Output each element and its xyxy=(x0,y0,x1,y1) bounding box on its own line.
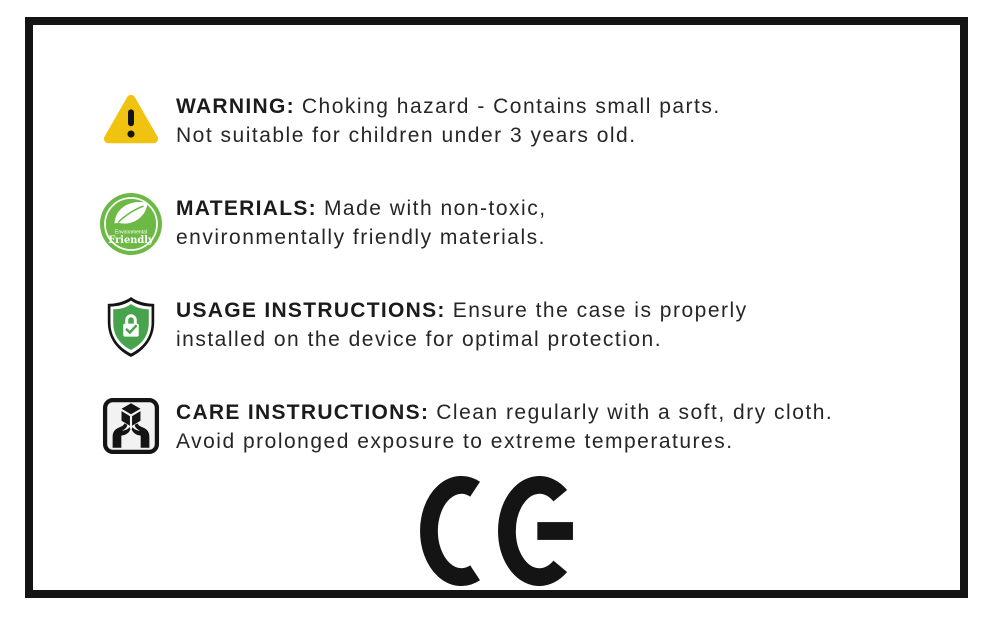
warning-text xyxy=(176,91,721,150)
handle-with-care-hands-box-icon xyxy=(100,397,162,461)
usage-row xyxy=(100,295,932,359)
shield-lock-check-icon xyxy=(100,295,162,359)
care-label: CARE INSTRUCTIONS: xyxy=(176,401,430,424)
eco-badge-line1: Environmental xyxy=(115,229,147,236)
materials-line2: environmentally friendly materials. xyxy=(176,226,546,249)
materials-text xyxy=(176,193,547,252)
warning-triangle-icon xyxy=(100,91,162,155)
warning-line1: Choking hazard - Contains small parts. xyxy=(301,95,721,118)
eco-friendly-badge-icon xyxy=(100,193,162,257)
care-text xyxy=(176,397,833,456)
eco-badge-line2: Friendly xyxy=(108,235,154,246)
ce-letter-e-bar xyxy=(537,522,573,540)
materials-line1: Made with non-toxic, xyxy=(323,197,547,220)
materials-label: MATERIALS: xyxy=(176,197,317,220)
ce-mark xyxy=(33,476,960,586)
warning-line2: Not suitable for children under 3 years old. xyxy=(176,124,637,147)
usage-line2: installed on the device for optimal protection. xyxy=(176,328,663,351)
usage-text xyxy=(176,295,748,354)
warning-row xyxy=(100,91,932,155)
materials-row xyxy=(100,193,932,257)
usage-label: USAGE INSTRUCTIONS: xyxy=(176,299,446,322)
care-line1: Clean regularly with a soft, dry cloth. xyxy=(436,401,834,424)
warning-label: WARNING: xyxy=(176,95,295,118)
care-line2: Avoid prolonged exposure to extreme temperatures. xyxy=(176,430,734,453)
ce-letter-c xyxy=(428,485,474,577)
label-frame xyxy=(25,17,968,598)
info-rows xyxy=(33,25,960,461)
care-row xyxy=(100,397,932,461)
usage-line1: Ensure the case is properly xyxy=(452,299,748,322)
